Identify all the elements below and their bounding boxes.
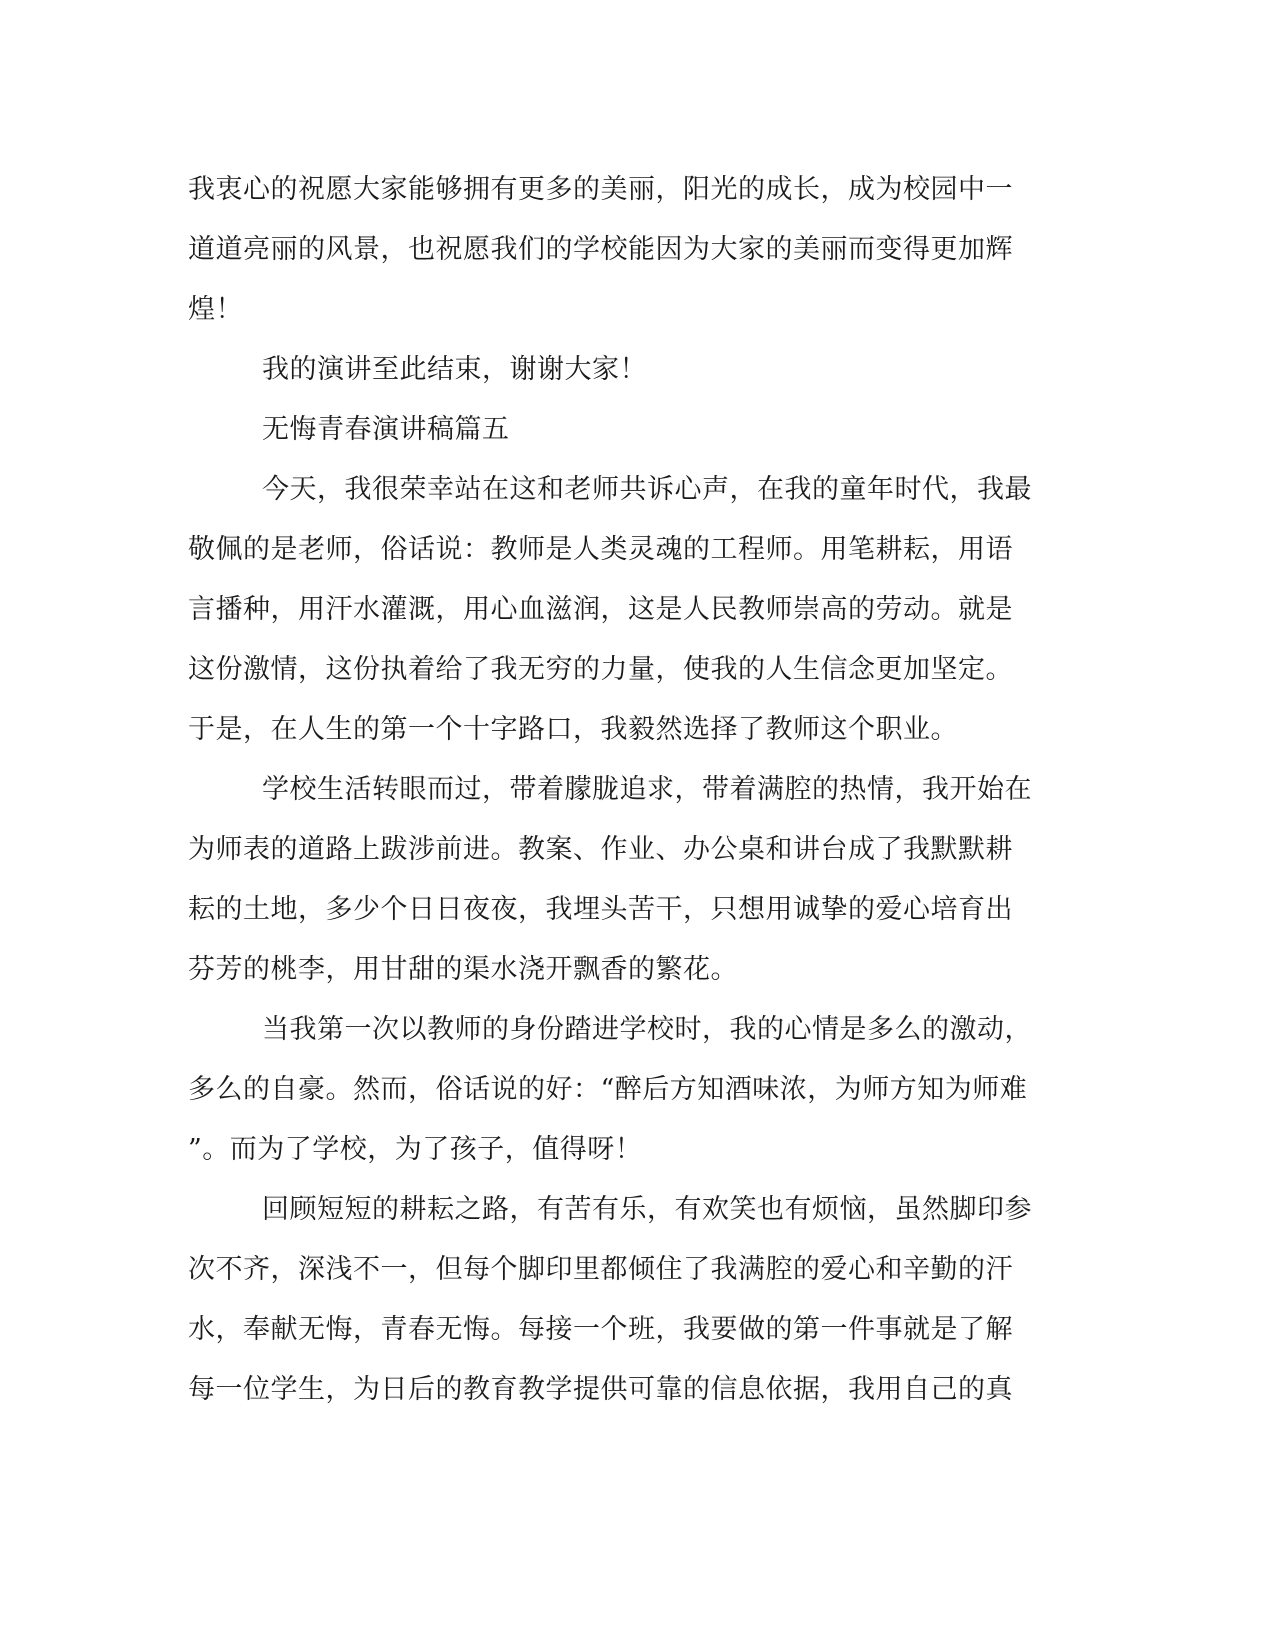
text-line: 水，奉献无悔，青春无悔。每接一个班，我要做的第一件事就是了解 <box>188 1314 1013 1345</box>
text-line: 道道亮丽的风景，也祝愿我们的学校能因为大家的美丽而变得更加辉 <box>188 234 1013 265</box>
text-line: ”。而为了学校，为了孩子，值得呀！ <box>188 1134 643 1165</box>
text-line: 我的演讲至此结束，谢谢大家！ <box>262 354 647 385</box>
text-line: 言播种，用汗水灌溉，用心血滋润，这是人民教师崇高的劳动。就是 <box>188 594 1013 625</box>
text-line: 我衷心的祝愿大家能够拥有更多的美丽，阳光的成长，成为校园中一 <box>188 174 1013 205</box>
document-body <box>188 160 1068 1420</box>
text-line: 芬芳的桃李，用甘甜的渠水浇开飘香的繁花。 <box>188 954 738 985</box>
section-heading: 无悔青春演讲稿篇五 <box>262 414 510 445</box>
text-line: 次不齐，深浅不一，但每个脚印里都倾住了我满腔的爱心和辛勤的汗 <box>188 1254 1013 1285</box>
text-line: 于是，在人生的第一个十字路口，我毅然选择了教师这个职业。 <box>188 714 958 745</box>
text-line: 耘的土地，多少个日日夜夜，我埋头苦干，只想用诚挚的爱心培育出 <box>188 894 1013 925</box>
text-line: 敬佩的是老师，俗话说：教师是人类灵魂的工程师。用笔耕耘，用语 <box>188 534 1013 565</box>
text-line: 这份激情，这份执着给了我无穷的力量，使我的人生信念更加坚定。 <box>188 654 1013 685</box>
text-line: 煌！ <box>188 294 243 325</box>
text-line: 为师表的道路上跋涉前进。教案、作业、办公桌和讲台成了我默默耕 <box>188 834 1013 865</box>
text-line: 学校生活转眼而过，带着朦胧追求，带着满腔的热情，我开始在 <box>262 774 1032 805</box>
text-line: 当我第一次以教师的身份踏进学校时，我的心情是多么的激动， <box>262 1014 1032 1045</box>
text-line: 回顾短短的耕耘之路，有苦有乐，有欢笑也有烦恼，虽然脚印参 <box>262 1194 1032 1225</box>
text-line: 今天，我很荣幸站在这和老师共诉心声，在我的童年时代，我最 <box>262 474 1032 505</box>
text-line: 多么的自豪。然而，俗话说的好：“醉后方知酒味浓，为师方知为师难 <box>188 1074 1028 1105</box>
text-line: 每一位学生，为日后的教育教学提供可靠的信息依据，我用自己的真 <box>188 1374 1013 1405</box>
